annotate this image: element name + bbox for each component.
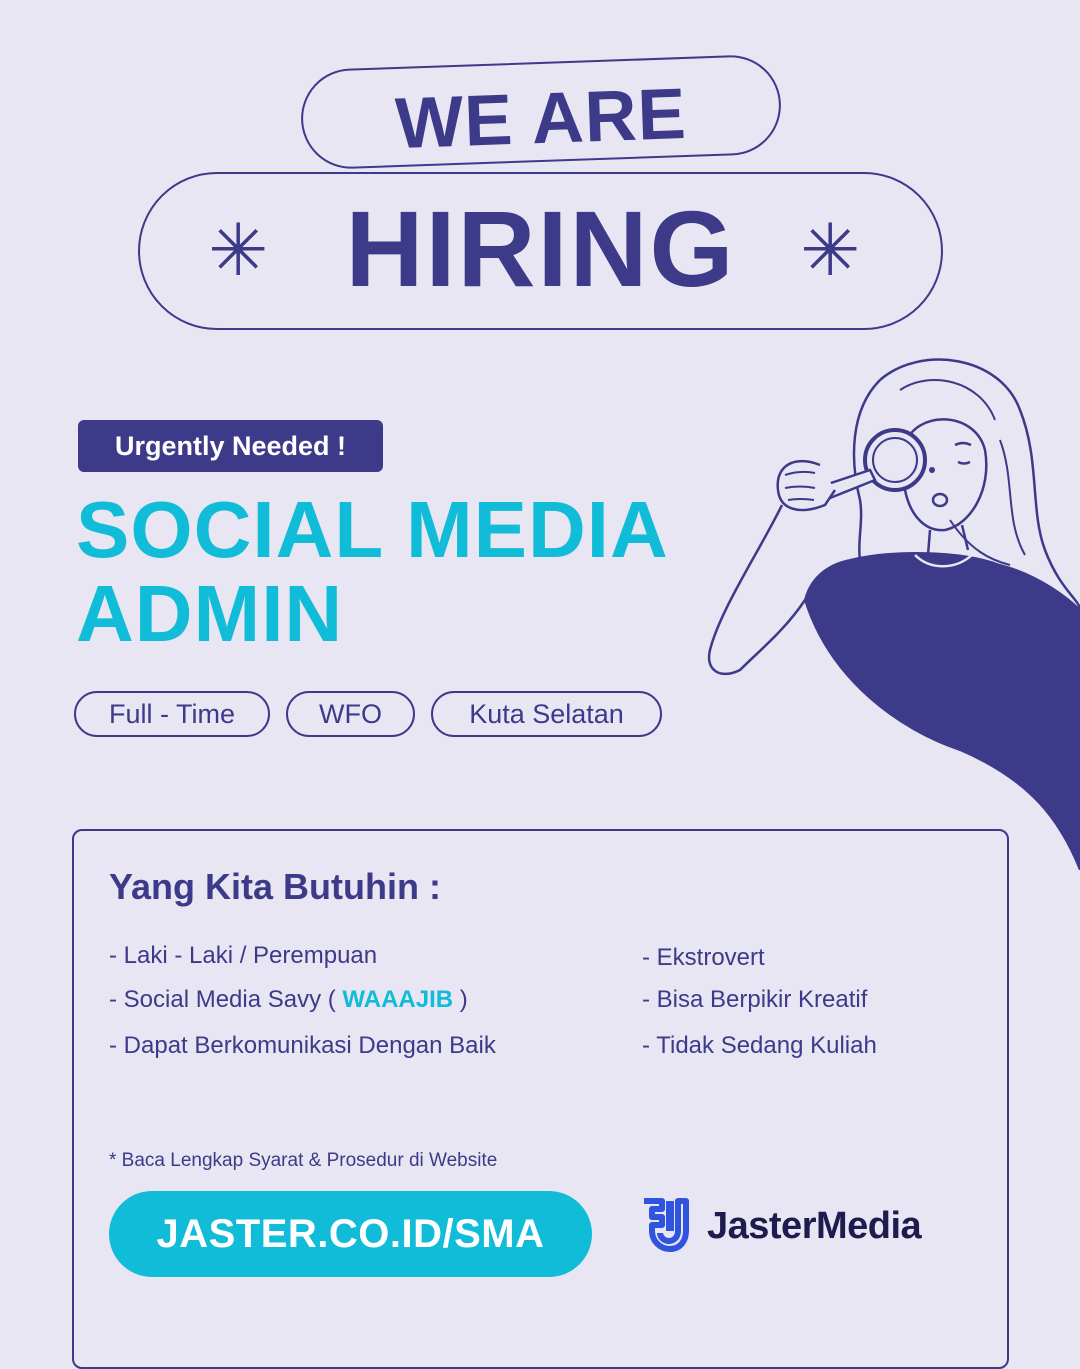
- requirement-item: - Dapat Berkomunikasi Dengan Baik: [109, 1032, 496, 1059]
- woman-magnifier-illustration: [700, 350, 1080, 870]
- requirement-item: - Laki - Laki / Perempuan: [109, 942, 378, 969]
- requirement-item: [109, 986, 468, 1014]
- tag-location: Kuta Selatan: [431, 691, 662, 737]
- jaster-logo-icon: [640, 1197, 692, 1259]
- headline-we-are: WE ARE: [394, 73, 688, 165]
- requirement-item: - Ekstrovert: [642, 944, 765, 971]
- job-title-line1: SOCIAL MEDIA: [76, 485, 669, 574]
- requirements-title: Yang Kita Butuhin :: [109, 866, 441, 907]
- website-note: * Baca Lengkap Syarat & Prosedur di Website: [109, 1150, 498, 1171]
- website-link-button[interactable]: JASTER.CO.ID/SMA: [109, 1191, 592, 1277]
- requirement-highlight: WAAAJIB: [342, 986, 454, 1013]
- job-title-line2: ADMIN: [76, 569, 344, 658]
- job-title: [76, 485, 756, 658]
- requirement-text-suffix: ): [453, 986, 468, 1013]
- tag-employment-type: Full - Time: [74, 691, 270, 737]
- asterisk-right-icon: ✳: [800, 211, 861, 291]
- requirement-text: - Social Media Savy (: [109, 986, 343, 1013]
- headline-hiring: HIRING: [345, 188, 736, 309]
- brand-name: JasterMedia: [707, 1205, 922, 1247]
- requirement-item: - Tidak Sedang Kuliah: [642, 1032, 877, 1059]
- asterisk-left-icon: ✳: [208, 211, 269, 291]
- urgent-badge: Urgently Needed !: [78, 420, 383, 472]
- tag-work-mode: WFO: [286, 691, 415, 737]
- requirements-card: [72, 829, 1009, 1369]
- requirement-item: - Bisa Berpikir Kreatif: [642, 986, 868, 1013]
